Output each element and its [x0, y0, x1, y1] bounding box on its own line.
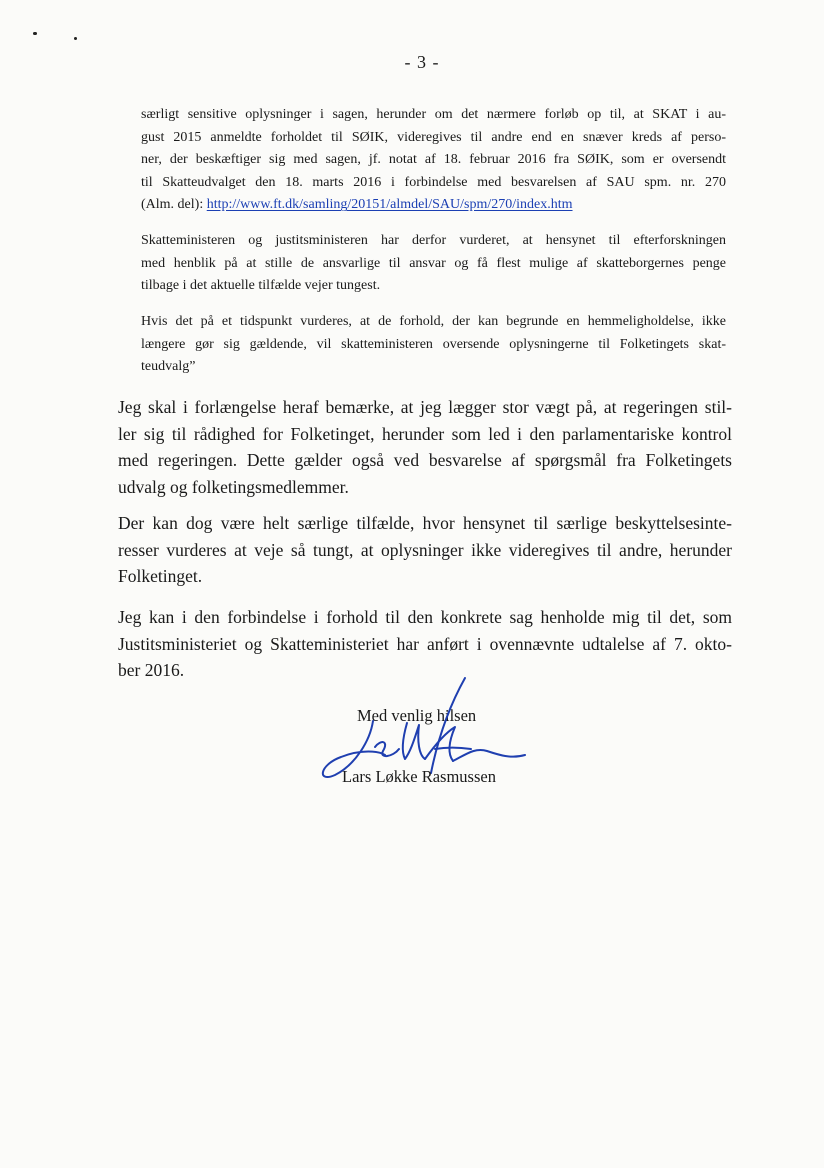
text-line: ler sig til rådighed for Folketinget, herunder som led i den parlamentariske kontrol: [118, 423, 732, 444]
scan-speck: [33, 32, 37, 35]
quote-paragraph-3: [141, 311, 726, 379]
text-line: Jeg kan i den forbindelse i forhold til den konkrete sag henholde mig til det, som: [118, 607, 732, 627]
ft-document-link[interactable]: http://www.ft.dk/samling/20151/almdel/SAU/spm/270/index.htm: [206, 197, 573, 213]
scan-speck: [74, 37, 77, 40]
text-line: Justitsministeriet og Skatteministeriet har anført i ovennævnte udtalelse af 7. okto-: [118, 633, 732, 654]
text-line: ner, der beskæftiger sig med sagen, jf. notat af 18. februar 2016 fra SØIK, som er oversendt: [141, 152, 726, 168]
text-line: Folketinget.: [118, 566, 203, 586]
signer-name: Lars Løkke Rasmussen: [342, 767, 496, 786]
text-line: til Skatteudvalget den 18. marts 2016 i forbindelse med besvarelsen af SAU spm. nr. 270: [141, 174, 726, 190]
text-line: udvalg og folketingsmedlemmer.: [118, 476, 349, 497]
text-line: særligt sensitive oplysninger i sagen, herunder om det nærmere forløb op til, at SKAT i au-: [141, 107, 726, 122]
quote-paragraph-1: [141, 104, 726, 217]
text-line: gust 2015 anmeldte forholdet til SØIK, videregives til andre end en snæver kreds af perso-: [141, 129, 726, 145]
body-paragraph-1: [118, 394, 732, 500]
closing-greeting: Med venlig hilsen: [357, 706, 477, 725]
text-line: med regeringen. Dette gælder også ved besvarelse af spørgsmål fra Folketingets: [118, 450, 732, 470]
text-line: tilbage i det aktuelle tilfælde vejer tungest.: [141, 278, 381, 294]
page-number: - 3 -: [404, 52, 440, 72]
text-line: [141, 194, 726, 217]
body-paragraph-3: [118, 604, 732, 684]
body-paragraph-2: [118, 510, 732, 590]
text-line: Der kan dog være helt særlige tilfælde, hvor hensynet til særlige beskyttelsesinte-: [118, 513, 732, 533]
text-line: teudvalg”: [141, 359, 196, 375]
quote-paragraph-2: [141, 230, 726, 298]
text-line: ber 2016.: [118, 660, 185, 680]
text-line: Jeg skal i forlængelse heraf bemærke, at jeg lægger stor vægt på, at regeringen stil-: [118, 397, 732, 417]
text-line: med henblik på at stille de ansvarlige til ansvar og få flest mulige af skatteborgernes penge: [141, 255, 726, 271]
text-line: resser vurderes at veje så tungt, at oplysninger ikke videregives til andre, herunder: [118, 539, 732, 560]
text-line: Skatteministeren og justitsministeren har derfor vurderet, at hensynet til efterforskningen: [141, 233, 726, 248]
link-prefix: (Alm. del):: [141, 197, 207, 213]
text-line: længere gør sig gældende, vil skatteministeren oversende oplysningerne til Folketingets skat-: [141, 336, 726, 352]
text-line: Hvis det på et tidspunkt vurderes, at de forhold, der kan begrunde en hemmeligholdelse, ikke: [141, 314, 726, 329]
